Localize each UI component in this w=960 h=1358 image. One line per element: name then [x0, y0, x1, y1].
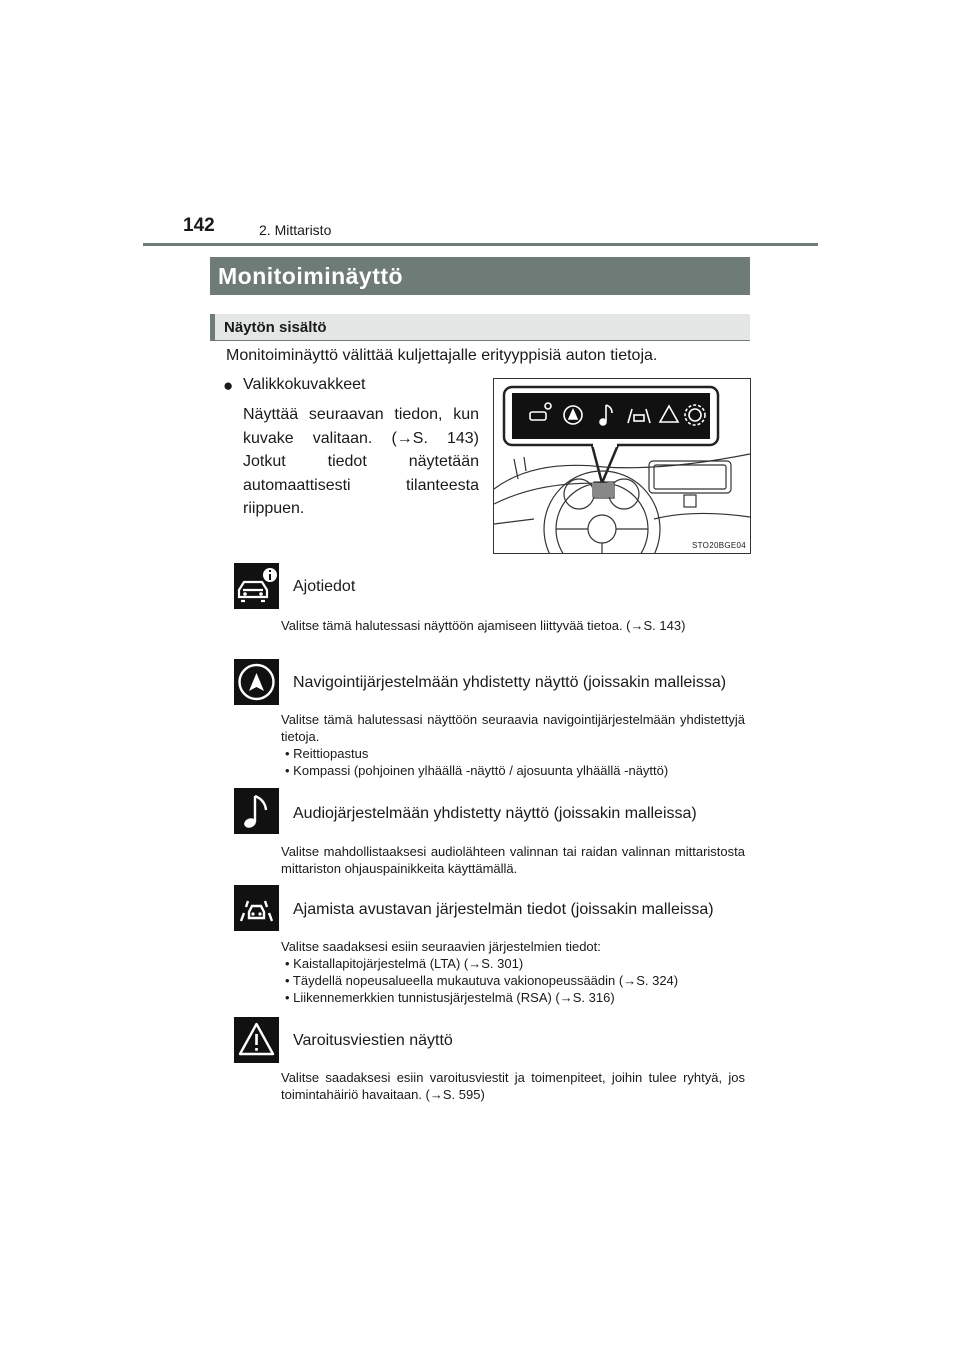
intro-text: Monitoiminäyttö välittää kuljettajalle erityyppisiä auton tietoja.	[226, 347, 658, 364]
item-title-ajoavustin: Ajamista avustavan järjestelmän tiedot (joissakin malleissa)	[293, 901, 714, 918]
subsection-title-bar	[210, 314, 750, 341]
item-title-audio: Audiojärjestelmään yhdistetty näyttö (joissakin malleissa)	[293, 805, 697, 822]
navigation-icon	[234, 659, 279, 705]
header-divider	[143, 243, 818, 246]
section-title: Monitoiminäyttö	[218, 263, 404, 289]
subsection-accent	[210, 314, 215, 341]
bullet-description: Näyttää seuraavan tiedon, kun kuvake valitaan. (→S. 143) Jotkut tiedot näytetään automaattisesti tilanteesta riippuen.	[243, 406, 479, 517]
item-description-navigointi	[281, 711, 745, 779]
item-bullet: • Liikennemerkkien tunnistusjärjestelmä (RSA) (→S. 316)	[285, 990, 615, 1005]
section-title-bar	[210, 257, 750, 295]
bullet-marker: ●	[223, 376, 234, 395]
item-bullet: • Täydellä nopeusalueella mukautuva vakionopeussäädin (→S. 324)	[285, 973, 679, 988]
item-bullet: • Reittiopastus	[285, 746, 369, 761]
warning-icon	[234, 1017, 279, 1063]
music-note-icon	[234, 788, 279, 834]
item-title-ajotiedot: Ajotiedot	[293, 578, 356, 595]
item-description-text: Valitse saadaksesi esiin varoitusviestit ja toimenpiteet, joihin tulee ryhtyä, jos toimintahäiriö havaitaan. (→S. 595)	[281, 1070, 745, 1102]
item-description-text: Valitse tämä halutessasi näyttöön seuraavia navigointijärjestelmään yhdistettyjä tietoja.	[281, 712, 745, 744]
item-description-audio	[281, 843, 745, 877]
dashboard-illustration	[493, 378, 751, 554]
item-description-text: Valitse saadaksesi esiin seuraavien järjestelmien tiedot:	[281, 939, 601, 954]
page-number: 142	[183, 215, 215, 236]
item-description-ajotiedot	[281, 617, 745, 634]
chapter-title: 2. Mittaristo	[259, 222, 332, 238]
item-description-text: Valitse tämä halutessasi näyttöön ajamiseen liittyvää tietoa. (→S. 143)	[281, 618, 686, 633]
dashboard-drawing	[494, 379, 750, 553]
item-bullet: • Kompassi (pohjoinen ylhäällä -näyttö / ajosuunta ylhäällä -näyttö)	[285, 763, 669, 778]
figure-code: STO20BGE04	[692, 541, 746, 550]
item-title-varoitus: Varoitusviestien näyttö	[293, 1032, 453, 1049]
item-bullet: • Kaistallapitojärjestelmä (LTA) (→S. 301)	[285, 956, 524, 971]
subsection-title: Näytön sisältö	[224, 319, 327, 336]
item-description-varoitus	[281, 1069, 745, 1103]
bullet-title: Valikkokuvakkeet	[243, 376, 366, 393]
item-description-ajoavustin	[281, 938, 745, 1006]
driving-assist-icon	[234, 885, 279, 931]
item-title-navigointi: Navigointijärjestelmään yhdistetty näyttö (joissakin malleissa)	[293, 674, 727, 691]
car-info-icon	[234, 563, 279, 609]
item-description-text: Valitse mahdollistaaksesi audiolähteen valinnan tai raidan valinnan mittaristosta mittariston ohjauspainikkeita käyttämällä.	[281, 844, 745, 876]
